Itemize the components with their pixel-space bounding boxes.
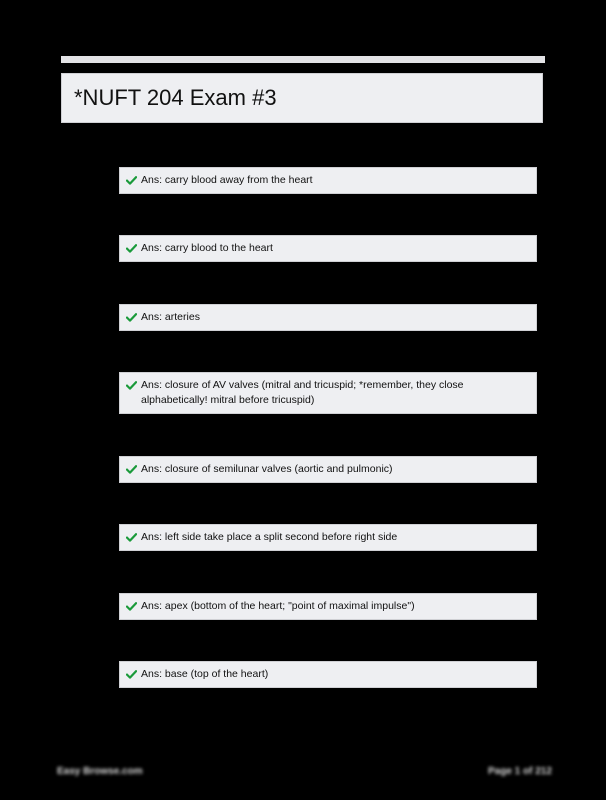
check-icon — [126, 310, 138, 325]
check-icon — [126, 599, 138, 614]
answer-box — [119, 661, 537, 688]
answer-text: Ans: apex (bottom of the heart; "point of maximal impulse") — [141, 600, 415, 612]
footer-page-number: Page 1 of 212 — [488, 766, 552, 777]
check-icon — [126, 241, 138, 256]
answer-box — [119, 456, 537, 483]
answer-text: Ans: arteries — [141, 311, 200, 323]
answer-box — [119, 372, 537, 414]
answer-box — [119, 235, 537, 262]
answer-text: Ans: closure of AV valves (mitral and tricuspid; *remember, they close alphabetically! mitral before tricuspid) — [141, 379, 464, 406]
check-icon — [126, 378, 138, 393]
document-title: *NUFT 204 Exam #3 — [74, 85, 277, 110]
check-icon — [126, 173, 138, 188]
answer-box — [119, 524, 537, 551]
answer-text: Ans: closure of semilunar valves (aortic and pulmonic) — [141, 463, 393, 475]
answer-text: Ans: left side take place a split second before right side — [141, 531, 398, 543]
answer-box — [119, 304, 537, 331]
answer-text: Ans: base (top of the heart) — [141, 668, 269, 680]
answer-text: Ans: carry blood away from the heart — [141, 174, 313, 186]
footer-source: Easy Browse.com — [57, 766, 143, 777]
check-icon — [126, 530, 138, 545]
check-icon — [126, 462, 138, 477]
answer-text: Ans: carry blood to the heart — [141, 242, 273, 254]
check-icon — [126, 667, 138, 682]
answer-box — [119, 167, 537, 194]
answer-box — [119, 593, 537, 620]
